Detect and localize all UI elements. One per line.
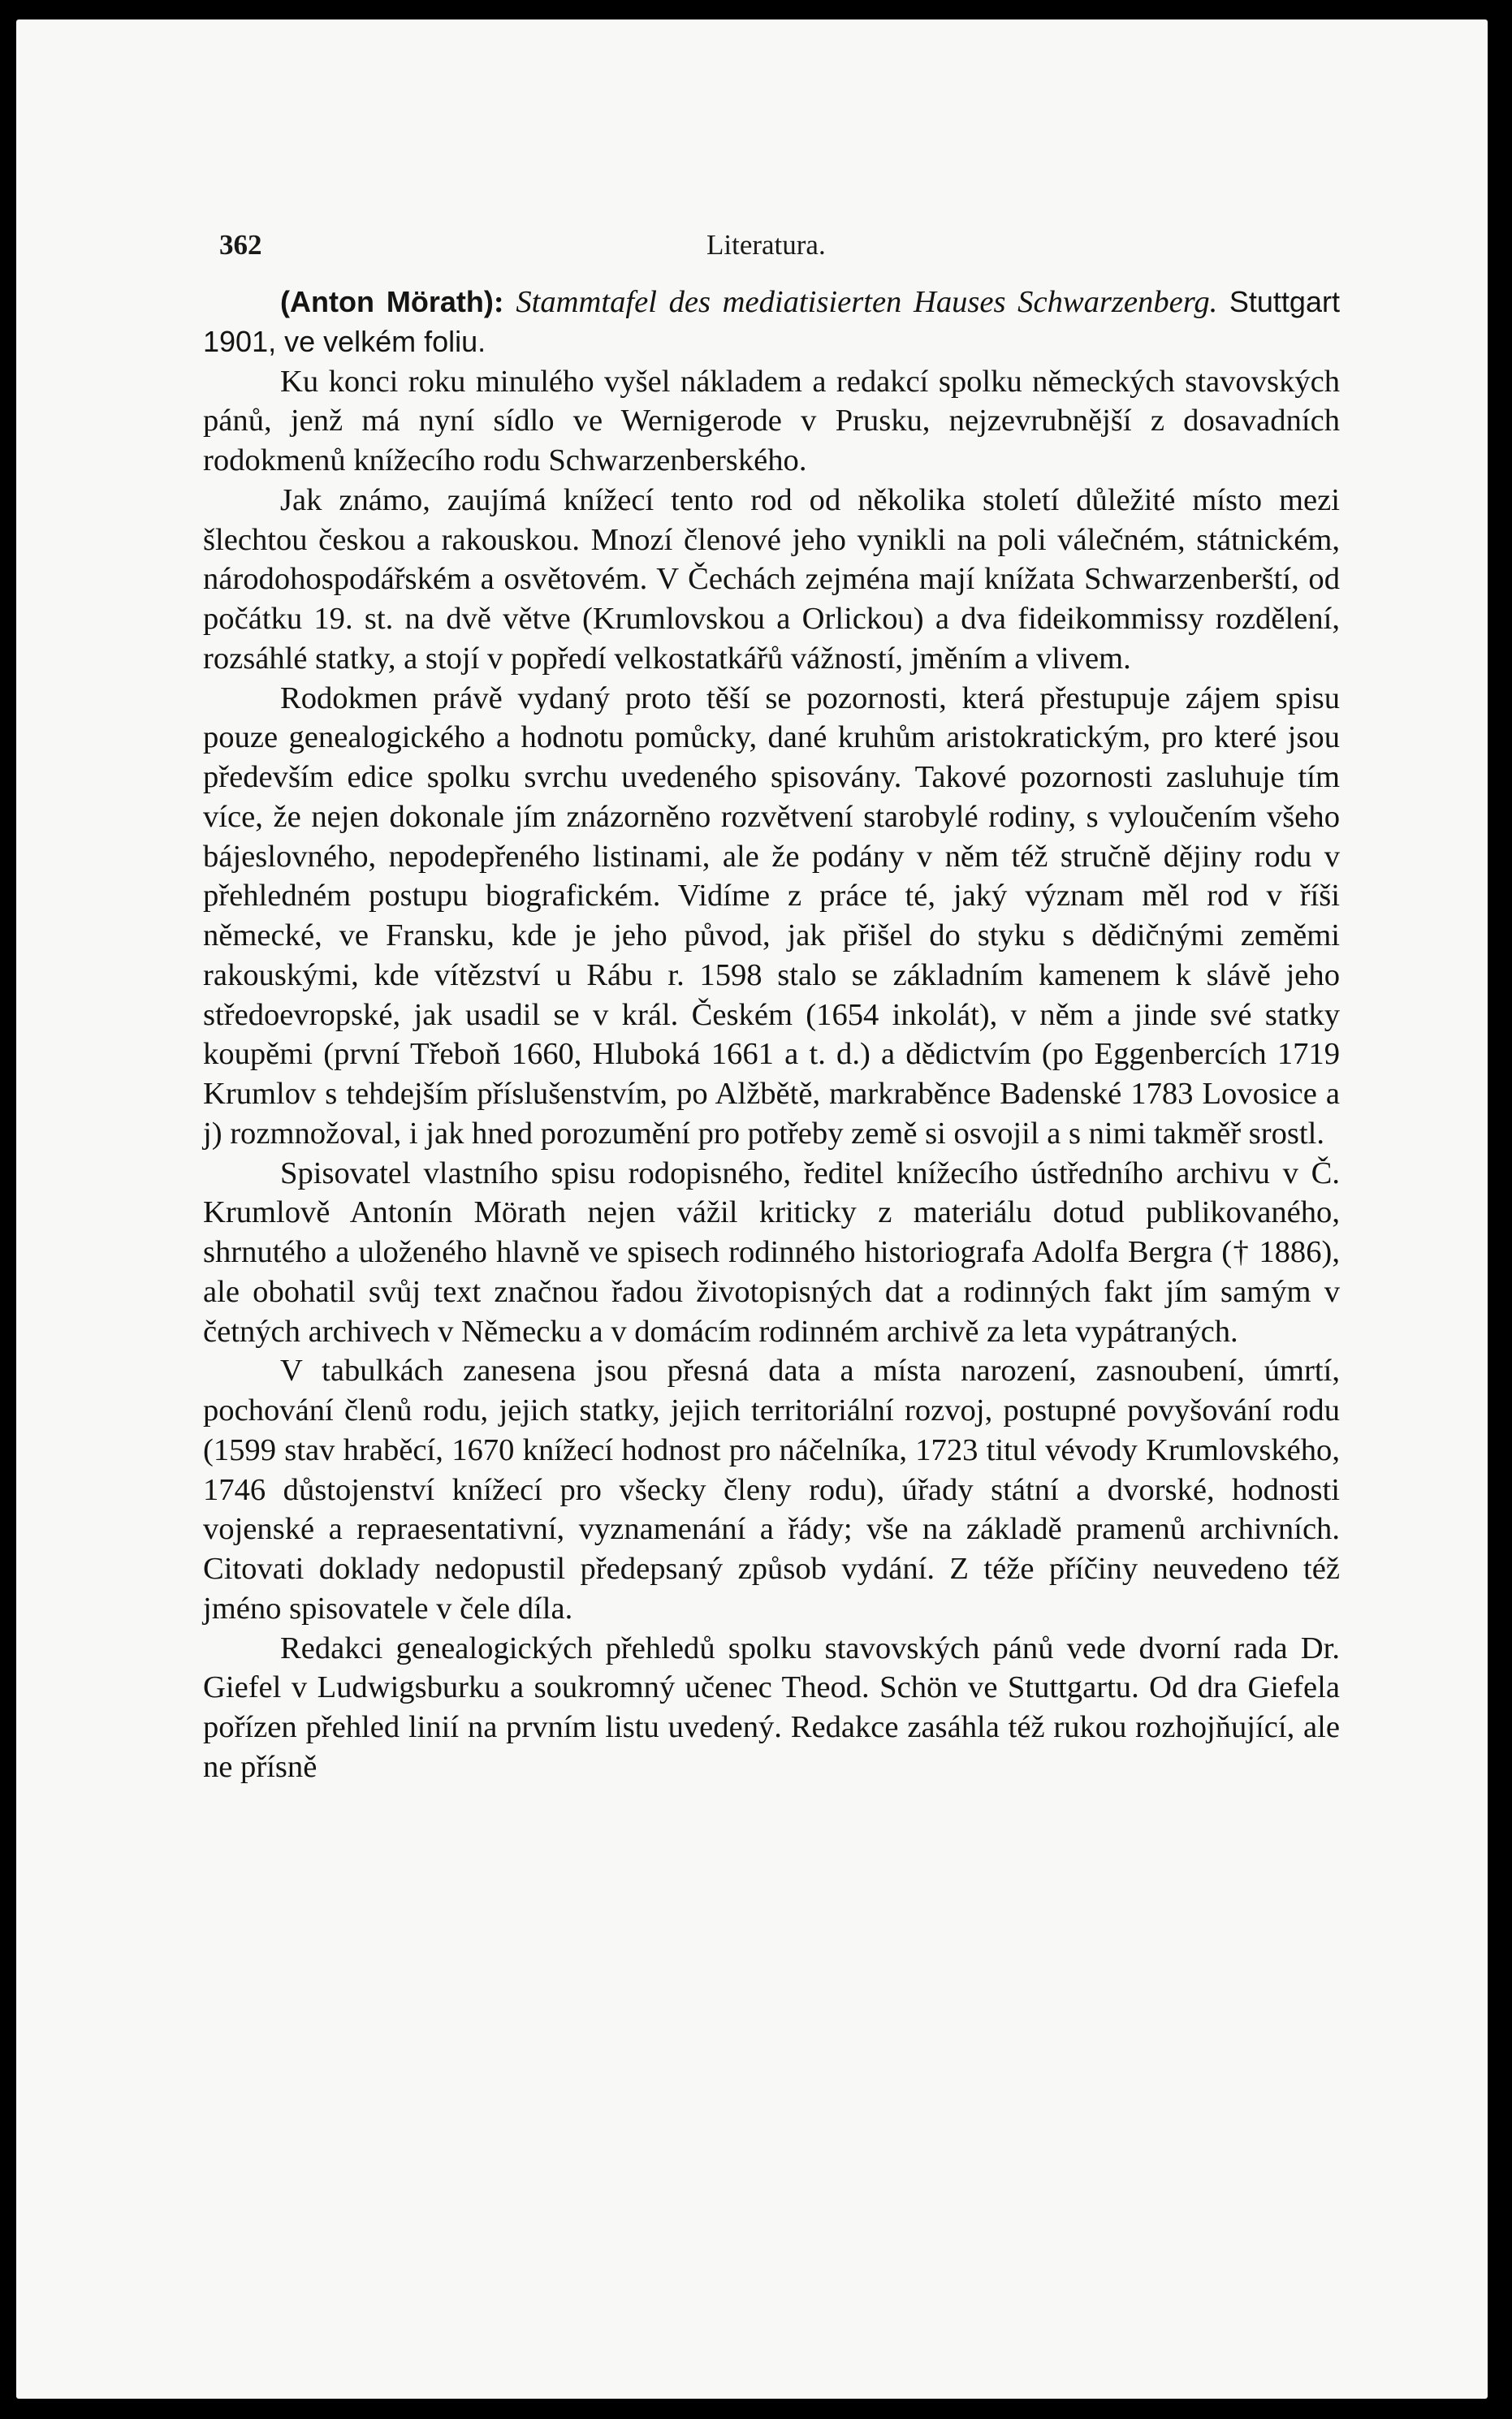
bibliographic-entry (203, 283, 1340, 362)
entry-title: Stammtafel des mediatisierten Hauses Schwarzenberg. (516, 285, 1218, 319)
entry-author: (Anton Mörath) (280, 285, 494, 318)
paragraph: Redakci genealogických přehledů spolku stavovských pánů vede dvorní rada Dr. Giefel v Ludwigsburku a soukromný učenec Theod. Schön ve Stuttgartu. Od dra Giefela pořízen přehled linií na prvním listu uvedený. Redakce zasáhla též rukou rozhojňující, ale ne přísně (203, 1631, 1340, 1784)
entry-imprint: Stuttgart 1901, ve velkém foliu. (203, 285, 1340, 358)
entry-colon: : (493, 285, 504, 319)
body-text (203, 283, 1340, 1787)
paragraph: Ku konci roku minulého vyšel nákladem a redakcí spolku německých stavovských pánů, jenž má nyní sídlo ve Wernigerode v Prusku, nejzevrubnější z dosavadních rodokmenů knížecího rodu Schwarzenberského. (203, 364, 1340, 477)
running-title: Literatura. (706, 229, 826, 261)
paragraph: Rodokmen právě vydaný proto těší se pozornosti, která přestupuje zájem spisu pouze genealogického a hodnotu pomůcky, dané kruhům aristokratickým, pro které jsou především edice spolku svrchu uvedeného spisovány. Takové pozornosti zasluhuje tím více, že nejen dokonale jím znázorněno rozvětvení starobylé rodiny, s vyloučením všeho bájeslovného, nepodepřeného listinami, ale že podány v něm též stručně dějiny rodu v přehledném postupu biografickém. Vidíme z práce té, jaký význam měl rod v říši německé, ve Fransku, kde je jeho původ, jak přišel do styku s dědičnými zeměmi rakouskými, kde vítězství u Rábu r. 1598 stalo se základním kamenem k slávě jeho středoevropské, jak usadil se v král. Českém (1654 inkolát), v něm a jinde své statky koupěmi (první Třeboň 1660, Hluboká 1661 a t. d.) a dědictvím (po Eggenbercích 1719 Krumlov s tehdejším příslušenstvím, po Alžbětě, markraběnce Badenské 1783 Lovosice a j) rozmnožoval, i jak hned porozumění pro potřeby země si osvojil a s nimi takměř srostl. (203, 680, 1340, 1151)
page-number: 362 (219, 229, 262, 261)
page-header (219, 229, 1356, 270)
paragraph: Spisovatel vlastního spisu rodopisného, ředitel knížecího ústředního archivu v Č. Krumlově Antonín Mörath nejen vážil kriticky z materiálu dotud publikovaného, shrnutého a uloženého hlavně ve spisech rodinného historiografa Adolfa Bergra († 1886), ale obohatil svůj text značnou řadou životopisných dat a rodinných fakt jím samým v četných archivech v Německu a v domácím rodinném archivě za leta vypátraných. (203, 1156, 1340, 1349)
paragraph: V tabulkách zanesena jsou přesná data a místa narození, zasnoubení, úmrtí, pochování členů rodu, jejich statky, jejich territoriální rozvoj, postupné povyšování rodu (1599 stav hraběcí, 1670 knížecí hodnost pro náčelníka, 1723 titul vévody Krumlovského, 1746 důstojenství knížecí pro všecky členy rodu), úřady státní a dvorské, hodnosti vojenské a repraesentativní, vyznamenání a řády; vše na základě pramenů archivních. Citovati doklady nedopustil předepsaný způsob vydání. Z téže příčiny neuvedeno též jméno spisovatele v čele díla. (203, 1354, 1340, 1626)
paragraph: Jak známo, zaujímá knížecí tento rod od několika století důležité místo mezi šlechtou českou a rakouskou. Mnozí členové jeho vynikli na poli válečném, státnickém, národohospodářském a osvětovém. V Čechách zejména mají knížata Schwarzenberští, od počátku 19. st. na dvě větve (Krumlovskou a Orlickou) a dva fideikommissy rozdělení, rozsáhlé statky, a stojí v popředí velkostatkářů vážností, jměním a vlivem. (203, 482, 1340, 676)
